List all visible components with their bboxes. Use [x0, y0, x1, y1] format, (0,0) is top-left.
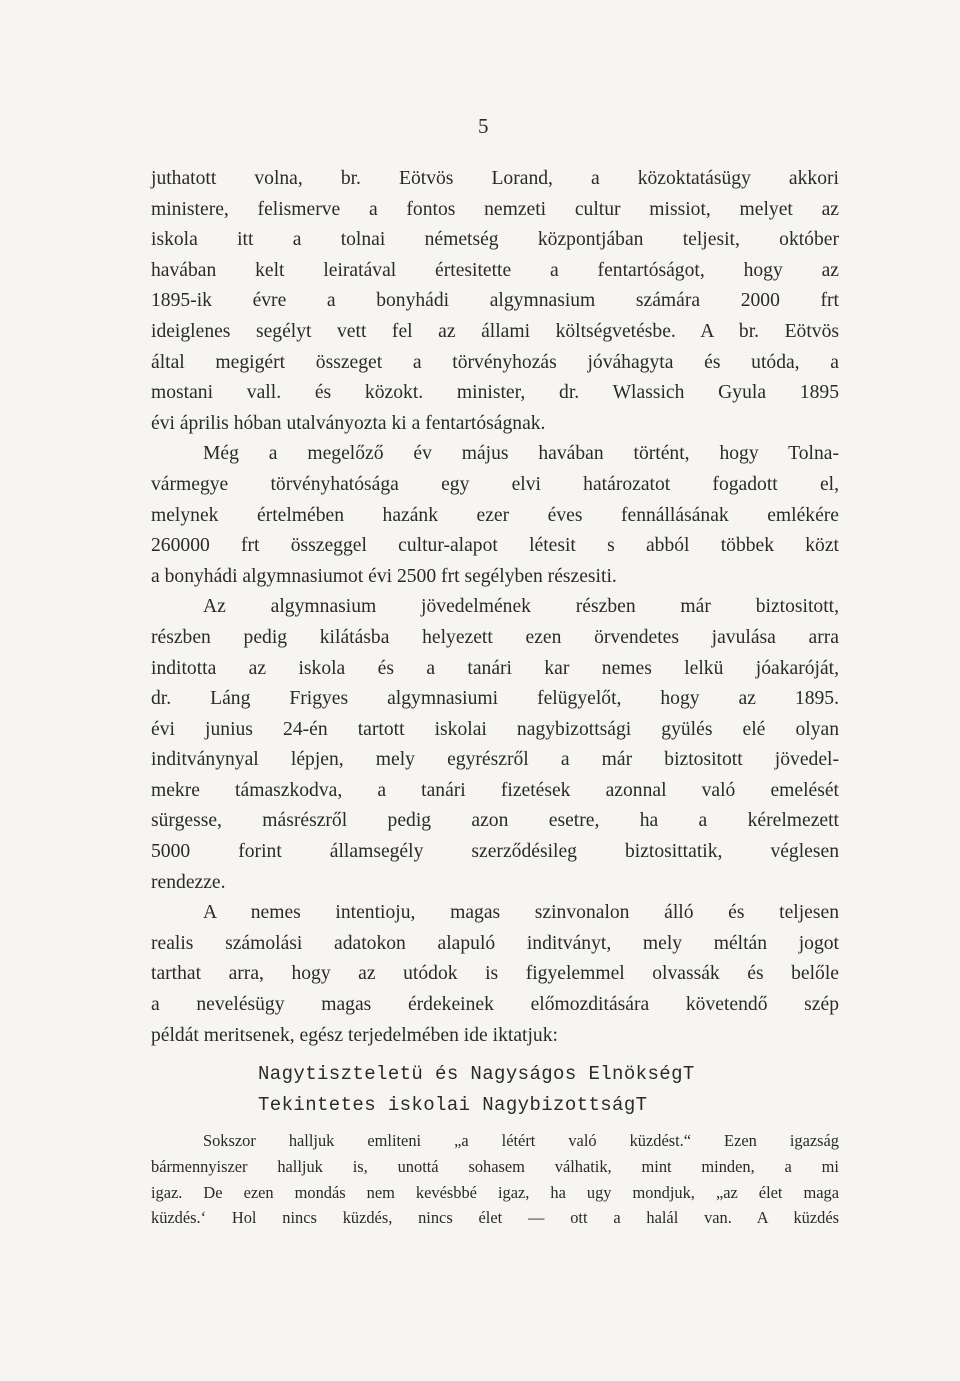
text-line: példát meritsenek, egész terjedelmében ide iktatjuk:: [151, 1024, 558, 1046]
quoted-petition-text: [151, 1128, 839, 1231]
text-line: igaz. De ezen mondás nem kevésbbé igaz, ha ugy mondjuk, „az élet maga: [151, 1182, 839, 1202]
text-line: a nevelésügy magas érdekeinek előmozditására követendő szép: [151, 994, 839, 1016]
text-line: által megigért összeget a törvényhozás jóváhagyta és utóda, a: [151, 351, 839, 373]
text-line: realis számolási adatokon alapuló inditványt, mely méltán jogot: [151, 932, 839, 954]
text-line: 5000 forint államsegély szerződésileg biztosittatik, véglesen: [151, 841, 839, 863]
body-text: [151, 164, 839, 1051]
salutation-line-2: Tekintetes iskolai NagybizottságT: [258, 1094, 648, 1116]
text-line: A nemes intentioju, magas szinvonalon álló és teljesen: [203, 902, 839, 924]
text-line: iskola itt a tolnai németség központjában teljesit, október: [151, 229, 839, 251]
text-line: ministere, felismerve a fontos nemzeti cultur missiot, melyet az: [151, 198, 839, 220]
text-line: inditotta az iskola és a tanári kar nemes lelkü jóakaróját,: [151, 657, 839, 679]
text-line: mekre támaszkodva, a tanári fizetések azonnal való emelését: [151, 779, 839, 801]
text-line: részben pedig kilátásba helyezett ezen örvendetes javulása arra: [151, 626, 839, 648]
text-line: bármennyiszer halljuk is, unottá sohasem válhatik, mint minden, a mi: [151, 1156, 839, 1176]
text-line: Még a megelőző év május havában történt, hogy Tolna-: [203, 443, 839, 465]
text-line: küzdés.‘ Hol nincs küzdés, nincs élet — ott a halál van. A küzdés: [151, 1208, 839, 1228]
text-line: Sokszor halljuk emliteni „a létért való küzdést.“ Ezen igazság: [203, 1131, 839, 1150]
text-line: melynek értelmében hazánk ezer éves fennállásának emlékére: [151, 504, 839, 526]
text-line: dr. Láng Frigyes algymnasiumi felügyelőt, hogy az 1895.: [151, 688, 839, 710]
text-line: rendezze.: [151, 871, 226, 893]
page-number: 5: [478, 114, 489, 138]
text-line: tarthat arra, hogy az utódok is figyelemmel olvassák és belőle: [151, 963, 839, 985]
text-line: évi április hóban utalványozta ki a fentartóságnak.: [151, 412, 546, 434]
salutation-line-1: Nagytiszteletü és Nagyságos ElnökségT: [258, 1063, 695, 1085]
text-line: inditványnyal lépjen, mely egyrészről a már biztositott jövedel-: [151, 749, 839, 771]
text-line: a bonyhádi algymnasiumot évi 2500 frt segélyben részesiti.: [151, 565, 617, 587]
text-line: Az algymnasium jövedelmének részben már biztositott,: [203, 596, 839, 618]
text-line: vármegye törvényhatósága egy elvi határozatot fogadott el,: [151, 473, 839, 495]
text-line: juthatott volna, br. Eötvös Lorand, a közoktatásügy akkori: [151, 168, 839, 189]
text-line: ideiglenes segélyt vett fel az állami költségvetésbe. A br. Eötvös: [151, 320, 839, 342]
text-line: 260000 frt összeggel cultur-alapot létesit s abból többek közt: [151, 535, 839, 557]
text-line: sürgesse, másrészről pedig azon esetre, ha a kérelmezett: [151, 810, 839, 832]
text-line: évi junius 24-én tartott iskolai nagybizottsági gyülés elé olyan: [151, 718, 839, 740]
text-line: 1895-ik évre a bonyhádi algymnasium számára 2000 frt: [151, 290, 839, 312]
text-line: havában kelt leiratával értesitette a fentartóságot, hogy az: [151, 259, 839, 281]
text-line: mostani vall. és közokt. minister, dr. Wlassich Gyula 1895: [151, 382, 839, 404]
